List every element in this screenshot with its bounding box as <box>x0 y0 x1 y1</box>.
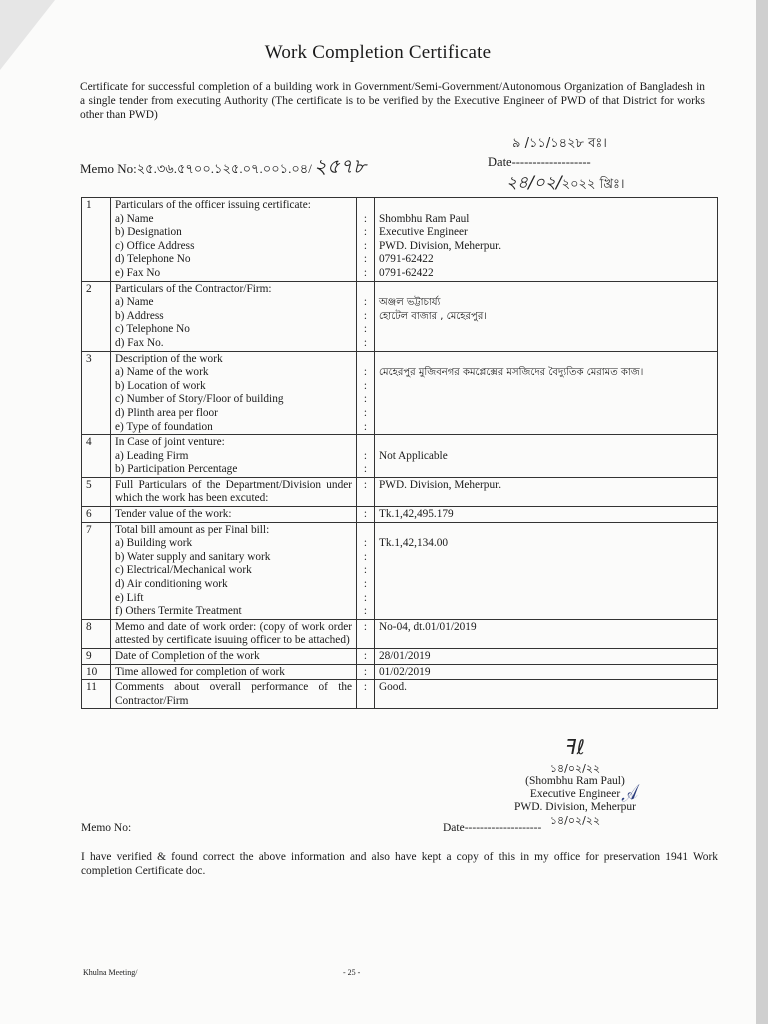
value-cell <box>375 477 718 506</box>
particulars-cell <box>111 619 357 648</box>
memo-label: Memo No:২৫.৩৬.৫৭০০.১২৫.০৭.০০১.০৪/ <box>80 161 312 176</box>
colon-mark: : <box>363 681 368 694</box>
particulars-cell <box>111 649 357 665</box>
value-line <box>379 592 713 606</box>
row-number: 8 <box>82 619 111 648</box>
particular-line: a) Building work <box>115 537 193 550</box>
value-cell <box>375 522 718 619</box>
colon-mark: : <box>363 406 368 419</box>
colon-mark: : <box>363 366 368 379</box>
gregorian-date-year: ২০২২ খ্রিঃ। <box>561 177 625 192</box>
value-cell <box>375 198 718 282</box>
row-number: 1 <box>82 198 111 282</box>
value-cell <box>375 664 718 680</box>
colon-cell <box>357 664 375 680</box>
colon-mark: : <box>363 239 368 252</box>
row-number: 6 <box>82 507 111 523</box>
footer-left: Khulna Meeting/ <box>83 968 138 977</box>
particulars-cell <box>111 507 357 523</box>
value-line: No-04, dt.01/01/2019 <box>379 620 477 633</box>
value-line: হোটেল বাজার , মেহেরপুর। <box>379 310 487 322</box>
particular-line: Memo and date of work order: (copy of work order attested by certificate isuuing officer to be attached) <box>115 620 352 647</box>
value-line: PWD. Division, Meherpur. <box>379 478 502 491</box>
value-line <box>379 199 713 213</box>
colon-mark: : <box>363 463 368 476</box>
value-line: 01/02/2019 <box>379 665 431 678</box>
particulars-cell <box>111 680 357 709</box>
colon-mark: : <box>363 564 368 577</box>
particular-line: d) Plinth area per floor <box>115 406 218 419</box>
particular-line: b) Water supply and sanitary work <box>115 550 271 563</box>
value-line <box>379 463 713 477</box>
colon-cell <box>357 198 375 282</box>
value-line: Tk.1,42,495.179 <box>379 508 454 521</box>
value-line <box>379 524 713 538</box>
row-number: 4 <box>82 435 111 478</box>
colon-mark: : <box>363 449 368 462</box>
value-cell <box>375 281 718 351</box>
memo-bottom-label: Memo No: <box>81 822 132 834</box>
particular-line: Particulars of the officer issuing certificate: <box>115 199 311 211</box>
value-line: মেহেরপুর মুজিবনগর কমপ্লেক্সের মসজিদের বৈদ্যুতিক মেরামত কাজ। <box>379 367 644 379</box>
particular-line: a) Name <box>115 296 154 309</box>
table-row <box>82 198 718 282</box>
table-row <box>82 435 718 478</box>
memo-handwritten-number: ২৫৭৮ <box>313 154 366 178</box>
value-line: Tk.1,42,134.00 <box>379 537 449 550</box>
colon-mark: : <box>363 296 368 309</box>
colon-mark: : <box>363 336 368 349</box>
signature-date-below: ১৪/০২/২২ <box>549 814 601 827</box>
particular-line: e) Lift <box>115 591 144 604</box>
value-line <box>379 380 713 394</box>
colon-mark <box>361 199 370 213</box>
colon-mark: : <box>363 393 368 406</box>
signatory-name: (Shombhu Ram Paul) <box>525 775 625 787</box>
value-line <box>379 578 713 592</box>
date-bottom-label: Date-------------------- <box>443 822 542 834</box>
value-line: 0791-62422 <box>379 266 434 279</box>
particular-line: f) Others Termite Treatment <box>115 605 242 618</box>
value-line <box>379 564 713 578</box>
colon-mark: : <box>363 620 368 633</box>
signatory-designation: Executive Engineer <box>529 788 621 800</box>
value-line <box>379 323 713 337</box>
particular-line: b) Location of work <box>115 379 206 392</box>
particulars-cell <box>111 281 357 351</box>
row-number: 9 <box>82 649 111 665</box>
colon-cell <box>357 281 375 351</box>
colon-mark: : <box>363 650 368 662</box>
particular-line: d) Telephone No <box>115 253 191 266</box>
particular-line: b) Address <box>115 309 164 322</box>
particular-line: e) Type of foundation <box>115 420 213 433</box>
value-cell <box>375 649 718 665</box>
table-row <box>82 619 718 648</box>
colon-cell <box>357 649 375 665</box>
value-line <box>379 283 713 297</box>
row-number: 2 <box>82 281 111 351</box>
colon-cell <box>357 477 375 506</box>
value-line: অঞ্জল ভট্টাচার্য্য <box>379 297 441 309</box>
particular-line: Particulars of the Contractor/Firm: <box>115 282 272 295</box>
value-cell <box>375 435 718 478</box>
particulars-cell <box>111 477 357 506</box>
particular-line: Tender value of the work: <box>115 508 232 521</box>
colon-mark: : <box>363 212 368 225</box>
colon-cell <box>357 435 375 478</box>
particular-line: a) Name of the work <box>115 366 209 379</box>
colon-mark: : <box>363 379 368 392</box>
particulars-cell <box>111 351 357 435</box>
colon-mark: : <box>363 605 368 618</box>
colon-mark <box>361 353 370 367</box>
page-title: Work Completion Certificate <box>264 42 492 63</box>
colon-cell <box>357 619 375 648</box>
particular-line: b) Designation <box>115 226 182 239</box>
row-number: 7 <box>82 522 111 619</box>
value-line: Not Applicable <box>379 449 448 462</box>
table-row <box>82 477 718 506</box>
row-number: 3 <box>82 351 111 435</box>
colon-mark: : <box>363 537 368 550</box>
certificate-table <box>81 197 718 709</box>
colon-mark: : <box>363 266 368 279</box>
memo-number <box>80 152 366 185</box>
particulars-cell <box>111 435 357 478</box>
value-line: Executive Engineer <box>379 226 468 239</box>
value-line: Shombhu Ram Paul <box>379 212 470 225</box>
value-line: 0791-62422 <box>379 253 434 266</box>
particular-line: a) Name <box>115 212 154 225</box>
particular-line: a) Leading Firm <box>115 449 189 462</box>
colon-mark: : <box>363 323 368 336</box>
value-line <box>379 407 713 421</box>
signature-scribble: ꟻℓ <box>565 735 585 759</box>
value-line <box>379 337 713 351</box>
colon-mark: : <box>363 420 368 433</box>
signature-block <box>500 728 650 827</box>
page-edge-shadow <box>756 0 768 1024</box>
value-cell <box>375 351 718 435</box>
table-row <box>82 281 718 351</box>
row-number: 5 <box>82 477 111 506</box>
table-row <box>82 351 718 435</box>
value-line <box>379 421 713 435</box>
intro-paragraph: Certificate for successful completion of a building work in Government/Semi-Government/Autonomous Organization of Bangladesh in a single tender from executing Authority (The certificate is to be verified by the Executive Engineer of PWD of that District for works other than PWD) <box>80 81 705 121</box>
colon-mark <box>361 524 370 538</box>
gregorian-date-handwritten: ২৪/০২/ <box>506 173 562 193</box>
initials-mark: 𝒜 <box>617 782 640 807</box>
particular-line: Date of Completion of the work <box>115 650 260 662</box>
colon-mark: : <box>363 591 368 604</box>
table-row <box>82 649 718 665</box>
particulars-cell <box>111 198 357 282</box>
value-cell <box>375 680 718 709</box>
verification-statement: I have verified & found correct the above information and also have kept a copy of this in my office for preservation 1941 Work completion Certificate doc. <box>81 851 718 877</box>
value-line: Good. <box>379 681 407 694</box>
particular-line: d) Air conditioning work <box>115 578 228 591</box>
value-cell <box>375 619 718 648</box>
row-number: 10 <box>82 664 111 680</box>
colon-mark: : <box>363 550 368 563</box>
value-cell <box>375 507 718 523</box>
value-line: 28/01/2019 <box>379 650 431 662</box>
particular-line: c) Office Address <box>115 239 195 252</box>
signature-date: ১৪/০২/২২ <box>549 762 601 775</box>
table-row <box>82 680 718 709</box>
particular-line: c) Number of Story/Floor of building <box>115 393 284 406</box>
colon-mark <box>361 283 370 297</box>
colon-mark: : <box>363 578 368 591</box>
particular-line: d) Fax No. <box>115 336 164 349</box>
value-line <box>379 551 713 565</box>
particular-line: Description of the work <box>115 352 223 365</box>
particular-line: Comments about overall performance of the Contractor/Firm <box>115 681 352 707</box>
table-row <box>82 507 718 523</box>
value-line <box>379 436 713 450</box>
particulars-cell <box>111 522 357 619</box>
colon-mark: : <box>363 226 368 239</box>
value-line <box>379 353 713 367</box>
table-row <box>82 664 718 680</box>
particular-line: In Case of joint venture: <box>115 436 225 449</box>
row-number: 11 <box>82 680 111 709</box>
particular-line: c) Electrical/Mechanical work <box>115 564 252 577</box>
particular-line: Total bill amount as per Final bill: <box>115 523 270 536</box>
colon-mark <box>361 436 370 450</box>
gregorian-date <box>506 170 625 198</box>
colon-mark: : <box>363 478 368 491</box>
date-label-top: Date------------------- <box>488 155 591 169</box>
signatory-office: PWD. Division, Meherpur <box>513 801 636 813</box>
value-line: PWD. Division, Meherpur. <box>379 239 502 252</box>
particular-line: e) Fax No <box>115 266 161 279</box>
page-number: - 25 - <box>343 968 361 977</box>
colon-cell <box>357 522 375 619</box>
particular-line: c) Telephone No <box>115 323 190 336</box>
particular-line: b) Participation Percentage <box>115 463 238 476</box>
colon-cell <box>357 351 375 435</box>
value-line <box>379 605 713 619</box>
colon-mark: : <box>363 253 368 266</box>
colon-mark: : <box>363 665 368 678</box>
particulars-cell <box>111 664 357 680</box>
particular-line: Time allowed for completion of work <box>115 665 285 678</box>
particular-line: Full Particulars of the Department/Division under which the work has been excuted: <box>115 478 352 505</box>
colon-cell <box>357 507 375 523</box>
colon-mark: : <box>363 508 368 521</box>
colon-cell <box>357 680 375 709</box>
bengali-date: ৯ /১১/১৪২৮ বঃ। <box>512 136 607 151</box>
value-line <box>379 393 713 407</box>
colon-mark: : <box>363 309 368 322</box>
table-row <box>82 522 718 619</box>
